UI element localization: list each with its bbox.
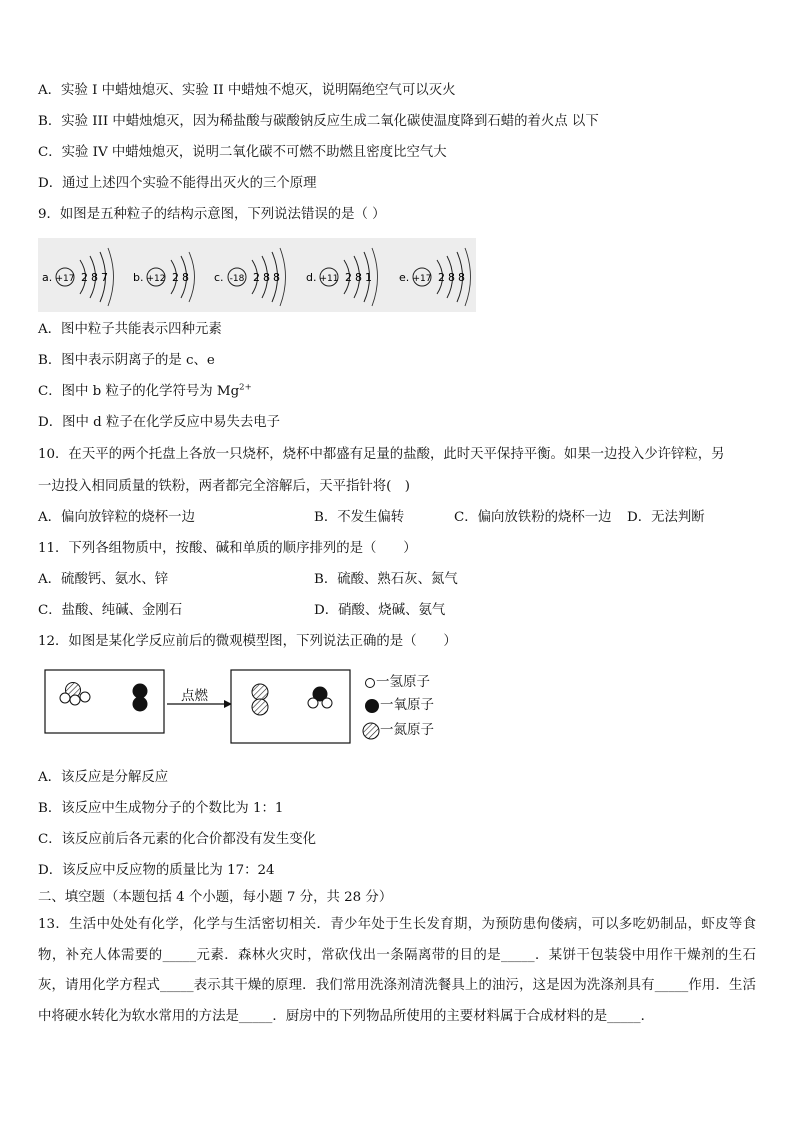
q9-option-c [38,382,252,402]
electron-count: 2 [81,271,88,284]
q8-option-a: A．实验 I 中蜡烛熄灭、实验 II 中蜡烛不熄灭，说明隔绝空气可以灭火 [38,83,456,98]
q12-option-c: C．该反应前后各元素的化合价都没有发生变化 [38,832,317,847]
q11-option-b: B．硫酸、熟石灰、氮气 [314,572,458,587]
electron-count: 8 [355,271,362,284]
electron-count: 8 [448,271,455,284]
nucleus-charge: +12 [146,274,166,284]
q9-stem: 9．如图是五种粒子的结构示意图，下列说法错误的是（ ） [38,207,386,222]
q10-option-d: D．无法判断 [627,510,705,525]
electron-count: 8 [458,271,465,284]
q10-option-a: A．偏向放锌粒的烧杯一边 [38,510,195,525]
legend-oxygen [364,694,434,714]
reaction-model-figure [38,662,368,748]
q9-option-d: D．图中 d 粒子在化学反应中易失去电子 [38,415,281,430]
electron-count: 7 [101,271,108,284]
q11-option-d: D．硝酸、烧碱、氨气 [314,603,446,618]
legend-nitrogen-label: 一氮原子 [380,722,434,738]
q10-option-c: C．偏向放铁粉的烧杯一边 [454,510,612,525]
section-heading: 二、填空题（本题包括 4 个小题，每小题 7 分，共 28 分） [38,890,393,905]
electron-count: 2 [345,271,352,284]
electron-count: 1 [365,271,372,284]
nucleus-charge: +11 [319,274,339,284]
q10-option-b: B．不发生偏转 [314,510,405,525]
q9-option-c-text: C．图中 b 粒子的化学符号为 Mg [38,384,240,399]
atom-label: e. [399,271,410,284]
q11-option-c: C．盐酸、纯碱、金刚石 [38,603,183,618]
nucleus-charge: +17 [55,274,75,284]
legend-oxygen-label: 一氧原子 [380,697,434,713]
q9-option-b: B．图中表示阴离子的是 c、e [38,353,215,368]
nucleus-charge: -18 [229,274,245,284]
atom-label: a. [42,271,53,284]
q12-option-a: A．该反应是分解反应 [38,770,169,785]
q12-stem: 12．如图是某化学反应前后的微观模型图，下列说法正确的是（ ） [38,634,457,649]
q10-stem-line1: 10．在天平的两个托盘上各放一只烧杯，烧杯中都盛有足量的盐酸，此时天平保持平衡。如果一边投入少许锌粒，另 [38,447,725,462]
q10-stem-line2: 一边投入相同质量的铁粉，两者都完全溶解后，天平指针将( ) [38,479,410,494]
nucleus-charge: +17 [412,274,432,284]
q13-paragraph: 13．生活中处处有化学，化学与生活密切相关．青少年处于生长发育期，为预防患佝偻病，可以多吃奶制品，虾皮等食物，补充人体需要的_____元素．森林火灾时，常砍伐出一条隔离带的目的是_____．某饼干包装袋中用作干燥剂的生石灰，请用化学方程式_____表示其干燥的原理．我们常用洗涤剂清洗餐具上的油污，这是因为洗涤剂具有_____作用．生活中将硬水转化为软水常用的方法是_____．厨房中的下列物品所使用的主要材料属于合成材料的是_____． [38,917,756,1024]
q8-option-c: C．实验 IV 中蜡烛熄灭，说明二氧化碳不可燃不助燃且密度比空气大 [38,145,447,160]
q11-option-a: A．硫酸钙、氨水、锌 [38,572,169,587]
atom-label: b. [133,271,144,284]
electron-count: 8 [263,271,270,284]
atom-label: d. [306,271,317,284]
legend-hydrogen [364,671,430,691]
arrow-label: 点燃 [181,688,208,704]
q9-option-c-charge: 2+ [239,382,252,393]
legend-hydrogen-label: 一氢原子 [376,674,430,690]
electron-count: 2 [253,271,260,284]
q9-option-a: A．图中粒子共能表示四种元素 [38,322,222,337]
products-box [231,670,350,743]
atom-label: c. [214,271,224,284]
q12-option-d: D．该反应中反应物的质量比为 17：24 [38,863,275,878]
electron-count: 8 [273,271,280,284]
q12-option-b: B．该反应中生成物分子的个数比为 1：1 [38,801,284,816]
q11-stem: 11．下列各组物质中，按酸、碱和单质的顺序排列的是（ ） [38,541,417,556]
electron-count: 8 [91,271,98,284]
q8-option-d: D．通过上述四个实验不能得出灭火的三个原理 [38,176,317,191]
electron-count: 2 [438,271,445,284]
q8-option-b: B．实验 III 中蜡烛熄灭，因为稀盐酸与碳酸钠反应生成二氧化碳使温度降到石蜡的着火点 以下 [38,114,599,129]
atom-structure-figure [38,238,476,312]
electron-count: 2 [172,271,179,284]
electron-count: 8 [182,271,189,284]
legend-nitrogen [362,719,434,740]
